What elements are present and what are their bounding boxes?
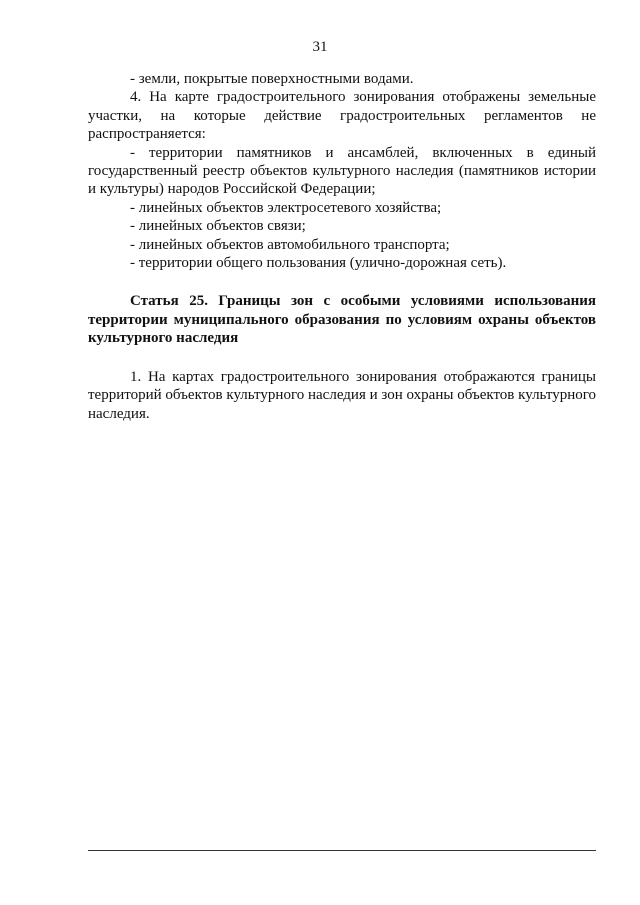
list-item-road-transport: - линейных объектов автомобильного транспорта; — [130, 236, 450, 253]
page-number: 31 — [312, 39, 328, 55]
list-item-communication-lines: - линейных объектов связи; — [130, 218, 306, 235]
list-item-public-territories: - территории общего пользования (улично-дорожная сеть). — [130, 255, 507, 272]
list-item-power-lines: - линейных объектов электросетевого хозяйства; — [130, 199, 442, 216]
paragraph-4: 4. На карте градостроительного зонирования отображены земельные участки, на которые действие градостроительных регламентов не распространяется: — [88, 89, 596, 143]
footer-divider — [88, 850, 596, 851]
document-body — [88, 70, 596, 423]
list-item-water-lands: - земли, покрытые поверхностными водами. — [130, 71, 414, 87]
paragraph-4-item-monuments: - территории памятников и ансамблей, включенных в единый государственный реестр объектов культурного наследия (памятников истории и культуры) народов Российской Федерации; — [88, 144, 596, 198]
article-25-heading: Статья 25. Границы зон с особыми условиями использования территории муниципального образования по условиям охраны объектов культурного наследия — [88, 293, 596, 347]
article-25-paragraph-1: 1. На картах градостроительного зонирования отображаются границы территорий объектов культурного наследия и зон охраны объектов культурного наследия. — [88, 368, 596, 422]
